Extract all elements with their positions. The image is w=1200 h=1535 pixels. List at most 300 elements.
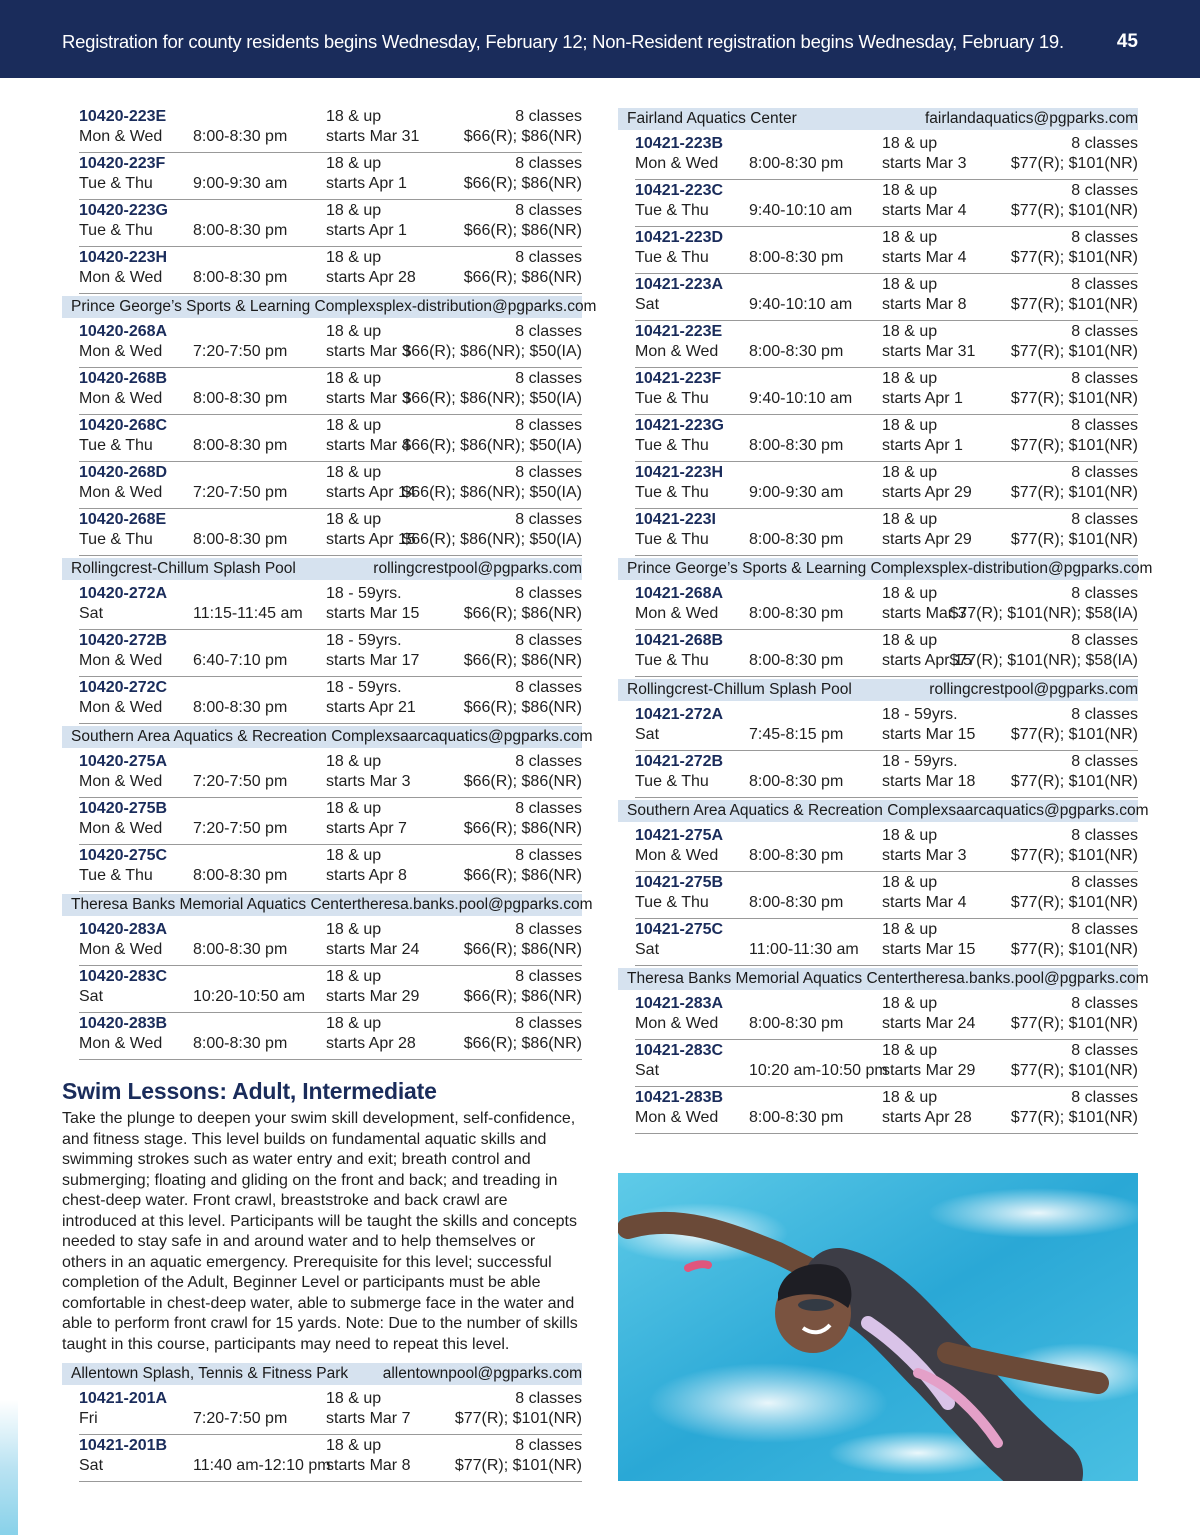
class-code: 10421-275A <box>635 827 724 844</box>
class-start: starts Mar 3 <box>326 773 411 790</box>
class-age: 18 & up <box>326 155 382 172</box>
class-days: Mon & Wed <box>79 484 163 501</box>
class-time: 8:00-8:30 pm <box>749 652 844 669</box>
class-time: 9:00-9:30 am <box>193 175 288 192</box>
venue-email: fairlandaquatics@pgparks.com <box>924 110 1138 127</box>
class-code: 10420-272A <box>79 585 168 602</box>
class-fee: $66(R); $86(NR); $50(IA) <box>402 531 582 548</box>
class-start: starts Apr 28 <box>882 1109 972 1126</box>
class-count: 8 classes <box>1071 464 1138 481</box>
venue-header <box>618 108 1138 130</box>
class-row <box>79 153 582 200</box>
class-row <box>635 583 1138 630</box>
class-fee: $77(R); $101(NR) <box>1010 894 1138 911</box>
class-time: 6:40-7:10 pm <box>193 652 288 669</box>
class-fee: $77(R); $101(NR) <box>1010 155 1138 172</box>
class-time: 8:00-8:30 pm <box>749 1109 844 1126</box>
class-age: 18 & up <box>882 135 938 152</box>
class-time: 9:40-10:10 am <box>749 296 853 313</box>
class-age: 18 & up <box>326 323 382 340</box>
class-days: Sat <box>635 296 660 313</box>
swimmer-photo <box>618 1173 1138 1481</box>
class-start: starts Apr 15 <box>882 652 972 669</box>
class-time: 8:00-8:30 pm <box>749 773 844 790</box>
class-time: 9:00-9:30 am <box>749 484 844 501</box>
class-time: 8:00-8:30 pm <box>193 390 288 407</box>
class-count: 8 classes <box>515 968 582 985</box>
class-age: 18 & up <box>882 632 938 649</box>
class-time: 8:00-8:30 pm <box>193 128 288 145</box>
venue-email: saarcaquatics@pgparks.com <box>392 728 593 745</box>
class-row <box>635 133 1138 180</box>
class-time: 8:00-8:30 pm <box>193 269 288 286</box>
class-days: Sat <box>79 605 104 622</box>
class-time: 8:00-8:30 pm <box>193 699 288 716</box>
class-age: 18 & up <box>326 1390 382 1407</box>
class-days: Mon & Wed <box>79 773 163 790</box>
class-start: starts Apr 29 <box>882 484 972 501</box>
class-row <box>635 415 1138 462</box>
class-fee: $66(R); $86(NR) <box>463 773 582 790</box>
class-time: 8:00-8:30 pm <box>749 605 844 622</box>
class-start: starts Mar 24 <box>882 1015 976 1032</box>
class-row <box>635 274 1138 321</box>
class-count: 8 classes <box>1071 1042 1138 1059</box>
class-fee: $66(R); $86(NR) <box>463 222 582 239</box>
class-code: 10421-268B <box>635 632 724 649</box>
class-count: 8 classes <box>515 370 582 387</box>
venue-header <box>62 726 593 748</box>
class-age: 18 & up <box>882 995 938 1012</box>
class-start: starts Apr 15 <box>326 531 416 548</box>
class-count: 8 classes <box>515 679 582 696</box>
class-start: starts Apr 14 <box>326 484 416 501</box>
class-row <box>635 919 1138 966</box>
class-row <box>79 751 582 798</box>
class-count: 8 classes <box>1071 182 1138 199</box>
class-days: Tue & Thu <box>635 249 709 266</box>
class-time: 8:00-8:30 pm <box>749 343 844 360</box>
class-start: starts Apr 28 <box>326 269 416 286</box>
venue-email: rollingcrestpool@pgparks.com <box>373 560 582 577</box>
class-time: 8:00-8:30 pm <box>749 155 844 172</box>
class-start: starts Mar 4 <box>882 249 967 266</box>
venue-name: Prince George’s Sports & Learning Complex <box>71 298 376 315</box>
class-time: 11:40 am-12:10 pm <box>193 1457 331 1474</box>
class-code: 10420-223F <box>79 155 166 172</box>
class-time: 7:20-7:50 pm <box>193 773 288 790</box>
class-age: 18 - 59yrs. <box>326 632 402 649</box>
class-count: 8 classes <box>515 800 582 817</box>
class-code: 10420-268C <box>79 417 168 434</box>
venue-block <box>62 296 597 556</box>
class-code: 10420-272C <box>79 679 168 696</box>
class-age: 18 & up <box>326 370 382 387</box>
class-age: 18 & up <box>326 800 382 817</box>
class-age: 18 - 59yrs. <box>882 706 958 723</box>
class-fee: $77(R); $101(NR) <box>1010 390 1138 407</box>
class-code: 10420-275C <box>79 847 168 864</box>
class-row <box>635 704 1138 751</box>
class-fee: $77(R); $101(NR); $58(IA) <box>949 605 1138 622</box>
class-days: Mon & Wed <box>79 699 163 716</box>
venue-header <box>618 968 1149 990</box>
decorative-edge <box>0 1400 18 1535</box>
class-count: 8 classes <box>1071 874 1138 891</box>
class-start: starts Mar 15 <box>326 605 420 622</box>
class-code: 10421-223I <box>635 511 716 528</box>
venue-header <box>618 800 1149 822</box>
venue-header <box>618 679 1138 701</box>
class-count: 8 classes <box>515 585 582 602</box>
class-age: 18 & up <box>882 417 938 434</box>
lesson-venue-list <box>62 1363 582 1482</box>
class-count: 8 classes <box>515 464 582 481</box>
class-days: Mon & Wed <box>79 390 163 407</box>
class-age: 18 & up <box>326 249 382 266</box>
class-count: 8 classes <box>1071 827 1138 844</box>
class-days: Tue & Thu <box>635 894 709 911</box>
class-days: Mon & Wed <box>635 1015 719 1032</box>
class-fee: $66(R); $86(NR) <box>463 269 582 286</box>
venue-header <box>62 894 593 916</box>
class-days: Fri <box>79 1410 98 1427</box>
class-days: Mon & Wed <box>79 269 163 286</box>
class-count: 8 classes <box>515 632 582 649</box>
class-days: Sat <box>79 988 104 1005</box>
class-age: 18 & up <box>882 1042 938 1059</box>
class-fee: $77(R); $101(NR) <box>1010 437 1138 454</box>
class-fee: $66(R); $86(NR); $50(IA) <box>402 343 582 360</box>
class-count: 8 classes <box>1071 511 1138 528</box>
class-start: starts Mar 8 <box>326 1457 411 1474</box>
class-row <box>635 993 1138 1040</box>
class-start: starts Mar 7 <box>326 1410 411 1427</box>
venue-name: Rollingcrest-Chillum Splash Pool <box>627 681 852 698</box>
class-row <box>79 462 582 509</box>
class-start: starts Mar 4 <box>882 202 967 219</box>
class-count: 8 classes <box>515 202 582 219</box>
page-number: 45 <box>1116 31 1138 52</box>
class-fee: $77(R); $101(NR); $58(IA) <box>949 652 1138 669</box>
class-code: 10421-223E <box>635 323 723 340</box>
class-code: 10421-275C <box>635 921 724 938</box>
class-fee: $77(R); $101(NR) <box>1010 1015 1138 1032</box>
class-code: 10420-223G <box>79 202 168 219</box>
registration-notice: Registration for county residents begins Wednesday, February 12; Non-Resident registration begins Wednesday, February 19. <box>62 31 1064 52</box>
class-start: starts Mar 31 <box>882 343 976 360</box>
class-row <box>79 200 582 247</box>
class-start: starts Mar 8 <box>882 296 967 313</box>
venue-email: theresa.banks.pool@pgparks.com <box>357 896 593 913</box>
class-row <box>635 751 1138 798</box>
class-age: 18 & up <box>326 753 382 770</box>
class-code: 10421-283A <box>635 995 724 1012</box>
class-age: 18 & up <box>882 370 938 387</box>
class-count: 8 classes <box>1071 370 1138 387</box>
class-code: 10420-223H <box>79 249 168 266</box>
class-count: 8 classes <box>515 417 582 434</box>
class-days: Mon & Wed <box>635 1109 719 1126</box>
class-fee: $66(R); $86(NR) <box>463 820 582 837</box>
venue-name: Theresa Banks Memorial Aquatics Center <box>627 970 914 987</box>
class-time: 8:00-8:30 pm <box>193 1035 288 1052</box>
class-start: starts Apr 1 <box>882 437 963 454</box>
class-code: 10421-223B <box>635 135 724 152</box>
class-time: 8:00-8:30 pm <box>193 941 288 958</box>
class-start: starts Apr 1 <box>326 222 407 239</box>
class-fee: $77(R); $101(NR) <box>1010 773 1138 790</box>
class-age: 18 & up <box>326 847 382 864</box>
class-row <box>79 583 582 630</box>
class-count: 8 classes <box>1071 417 1138 434</box>
class-count: 8 classes <box>1071 995 1138 1012</box>
class-start: starts Mar 3 <box>882 847 967 864</box>
class-days: Tue & Thu <box>79 222 153 239</box>
class-fee: $77(R); $101(NR) <box>1010 1109 1138 1126</box>
class-age: 18 & up <box>882 511 938 528</box>
class-fee: $66(R); $86(NR) <box>463 699 582 716</box>
class-row <box>79 106 582 153</box>
class-row <box>79 368 582 415</box>
class-days: Sat <box>635 1062 660 1079</box>
venue-name: Theresa Banks Memorial Aquatics Center <box>71 896 358 913</box>
section-description: Take the plunge to deepen your swim skill development, self-confidence, and fitness stage. This level builds on fundamental aquatic skills and swimming strokes such as water entry and exit; breath control and submerging; floating and gliding on the front and back; and treading in chest-deep water. Front crawl, breaststroke and back crawl are introduced at this level. Participants will be taught the skills and concepts needed to stay safe in and around water and to help themselves or others in an aquatic emergency. Prerequisite for this level; successful completion of the Adult, Beginner Level or participants must be able comfortable in chest-deep water, able to submerge face in the water and able to perform front crawl for 15 yards. Note: Due to the number of skills taught in this course, participants may need to repeat this level. <box>62 1110 578 1353</box>
class-time: 7:20-7:50 pm <box>193 484 288 501</box>
page-header <box>0 0 1200 78</box>
class-row <box>79 677 582 724</box>
class-fee: $77(R); $101(NR) <box>1010 202 1138 219</box>
class-days: Sat <box>635 726 660 743</box>
class-fee: $66(R); $86(NR); $50(IA) <box>402 437 582 454</box>
class-age: 18 - 59yrs. <box>326 585 402 602</box>
class-age: 18 & up <box>882 874 938 891</box>
class-count: 8 classes <box>1071 323 1138 340</box>
class-row <box>79 247 582 294</box>
class-start: starts Apr 1 <box>326 175 407 192</box>
venue-header <box>618 558 1153 580</box>
class-count: 8 classes <box>1071 753 1138 770</box>
class-time: 7:20-7:50 pm <box>193 343 288 360</box>
class-count: 8 classes <box>1071 706 1138 723</box>
class-code: 10421-223D <box>635 229 724 246</box>
class-code: 10421-223F <box>635 370 722 387</box>
class-time: 8:00-8:30 pm <box>193 222 288 239</box>
class-start: starts Apr 8 <box>326 867 407 884</box>
class-age: 18 & up <box>882 1089 938 1106</box>
class-count: 8 classes <box>1071 1089 1138 1106</box>
class-days: Tue & Thu <box>635 484 709 501</box>
class-count: 8 classes <box>515 1015 582 1032</box>
venue-name: Southern Area Aquatics & Recreation Complex <box>71 728 393 745</box>
class-days: Tue & Thu <box>79 531 153 548</box>
class-row <box>635 872 1138 919</box>
venue-email: splex-distribution@pgparks.com <box>375 298 597 315</box>
class-fee: $77(R); $101(NR) <box>1010 847 1138 864</box>
class-code: 10421-283C <box>635 1042 724 1059</box>
class-row <box>79 919 582 966</box>
venue-email: saarcaquatics@pgparks.com <box>948 802 1149 819</box>
venue-email: rollingcrestpool@pgparks.com <box>929 681 1138 698</box>
class-row <box>635 462 1138 509</box>
section-title: Swim Lessons: Adult, Intermediate <box>62 1078 437 1104</box>
class-time: 7:45-8:15 pm <box>749 726 844 743</box>
class-days: Mon & Wed <box>635 343 719 360</box>
venue-name: Southern Area Aquatics & Recreation Complex <box>627 802 949 819</box>
class-count: 8 classes <box>1071 585 1138 602</box>
class-code: 10421-272A <box>635 706 724 723</box>
class-time: 8:00-8:30 pm <box>749 1015 844 1032</box>
venue-block <box>62 894 593 1060</box>
class-time: 8:00-8:30 pm <box>193 867 288 884</box>
class-code: 10420-283A <box>79 921 168 938</box>
class-fee: $77(R); $101(NR) <box>1010 296 1138 313</box>
class-fee: $77(R); $101(NR) <box>1010 484 1138 501</box>
class-count: 8 classes <box>515 847 582 864</box>
class-count: 8 classes <box>1071 632 1138 649</box>
class-code: 10421-223G <box>635 417 724 434</box>
class-code: 10420-223E <box>79 108 167 125</box>
venue-block <box>62 1363 582 1482</box>
class-age: 18 & up <box>882 585 938 602</box>
class-time: 8:00-8:30 pm <box>749 531 844 548</box>
class-age: 18 & up <box>326 968 382 985</box>
class-age: 18 & up <box>326 417 382 434</box>
class-count: 8 classes <box>515 753 582 770</box>
class-code: 10420-275A <box>79 753 168 770</box>
class-fee: $77(R); $101(NR) <box>1010 531 1138 548</box>
class-days: Tue & Thu <box>635 652 709 669</box>
class-days: Tue & Thu <box>635 437 709 454</box>
venue-block <box>618 108 1138 556</box>
class-days: Tue & Thu <box>635 390 709 407</box>
class-row <box>79 966 582 1013</box>
class-row <box>635 227 1138 274</box>
class-code: 10421-201B <box>79 1437 168 1454</box>
class-count: 8 classes <box>515 323 582 340</box>
class-count: 8 classes <box>515 249 582 266</box>
venue-email: theresa.banks.pool@pgparks.com <box>913 970 1149 987</box>
class-fee: $66(R); $86(NR) <box>463 867 582 884</box>
venue-block <box>62 558 582 724</box>
class-time: 10:20-10:50 am <box>193 988 306 1005</box>
class-days: Tue & Thu <box>635 202 709 219</box>
class-days: Mon & Wed <box>635 155 719 172</box>
right-column <box>618 106 1153 1134</box>
class-start: starts Mar 24 <box>326 941 420 958</box>
class-age: 18 & up <box>326 921 382 938</box>
class-start: starts Apr 29 <box>882 531 972 548</box>
class-code: 10420-272B <box>79 632 168 649</box>
class-time: 10:20 am-10:50 pm <box>749 1062 888 1079</box>
class-age: 18 & up <box>326 511 382 528</box>
class-row <box>79 845 582 892</box>
class-start: starts Mar 18 <box>882 773 976 790</box>
class-fee: $66(R); $86(NR) <box>463 988 582 1005</box>
class-row <box>635 1040 1138 1087</box>
class-code: 10420-268D <box>79 464 168 481</box>
venue-name: Rollingcrest-Chillum Splash Pool <box>71 560 296 577</box>
venue-block <box>618 800 1149 966</box>
class-time: 11:15-11:45 am <box>193 605 303 622</box>
class-count: 8 classes <box>515 1437 582 1454</box>
class-start: starts Mar 17 <box>326 652 420 669</box>
class-count: 8 classes <box>1071 135 1138 152</box>
class-row <box>635 180 1138 227</box>
class-count: 8 classes <box>515 1390 582 1407</box>
class-count: 8 classes <box>515 921 582 938</box>
class-fee: $66(R); $86(NR) <box>463 1035 582 1052</box>
class-row <box>635 825 1138 872</box>
class-code: 10421-283B <box>635 1089 724 1106</box>
class-days: Tue & Thu <box>79 867 153 884</box>
class-start: starts Mar 15 <box>882 941 976 958</box>
class-age: 18 & up <box>326 202 382 219</box>
class-code: 10421-275B <box>635 874 724 891</box>
class-start: starts Mar 4 <box>326 437 411 454</box>
venue-block <box>618 968 1149 1134</box>
class-count: 8 classes <box>515 155 582 172</box>
class-row <box>79 1013 582 1060</box>
class-row <box>79 321 582 368</box>
class-start: starts Mar 3 <box>882 155 967 172</box>
venue-name: Fairland Aquatics Center <box>627 110 797 127</box>
class-fee: $66(R); $86(NR) <box>463 128 582 145</box>
class-start: starts Mar 3 <box>882 605 967 622</box>
class-days: Mon & Wed <box>79 1035 163 1052</box>
class-row <box>79 630 582 677</box>
continued-class-list <box>62 106 582 294</box>
class-code: 10421-223H <box>635 464 724 481</box>
class-time: 9:40-10:10 am <box>749 390 853 407</box>
class-age: 18 & up <box>882 229 938 246</box>
class-fee: $66(R); $86(NR) <box>463 175 582 192</box>
class-age: 18 & up <box>326 464 382 481</box>
swimmer-illustration <box>618 1173 1138 1481</box>
venue-header <box>62 296 597 318</box>
class-code: 10420-268A <box>79 323 168 340</box>
class-row <box>635 509 1138 556</box>
venue-list <box>62 296 597 1060</box>
class-fee: $66(R); $86(NR) <box>463 941 582 958</box>
class-code: 10421-223C <box>635 182 724 199</box>
venue-block <box>62 726 593 892</box>
class-row <box>635 1087 1138 1134</box>
class-start: starts Mar 3 <box>326 390 411 407</box>
class-row <box>635 368 1138 415</box>
class-age: 18 & up <box>882 464 938 481</box>
class-fee: $66(R); $86(NR); $50(IA) <box>402 484 582 501</box>
class-time: 8:00-8:30 pm <box>193 437 288 454</box>
class-age: 18 & up <box>882 276 938 293</box>
class-age: 18 - 59yrs. <box>326 679 402 696</box>
class-age: 18 & up <box>326 1015 382 1032</box>
class-days: Sat <box>635 941 660 958</box>
class-days: Mon & Wed <box>79 343 163 360</box>
class-fee: $77(R); $101(NR) <box>1010 726 1138 743</box>
venue-block <box>618 558 1153 677</box>
class-count: 8 classes <box>1071 229 1138 246</box>
class-time: 7:20-7:50 pm <box>193 820 288 837</box>
class-fee: $77(R); $101(NR) <box>1010 1062 1138 1079</box>
venue-email: splex-distribution@pgparks.com <box>931 560 1153 577</box>
class-code: 10421-272B <box>635 753 724 770</box>
class-start: starts Apr 28 <box>326 1035 416 1052</box>
class-fee: $66(R); $86(NR) <box>463 652 582 669</box>
class-age: 18 & up <box>326 108 382 125</box>
class-days: Sat <box>79 1457 104 1474</box>
venue-name: Allentown Splash, Tennis & Fitness Park <box>71 1365 349 1382</box>
